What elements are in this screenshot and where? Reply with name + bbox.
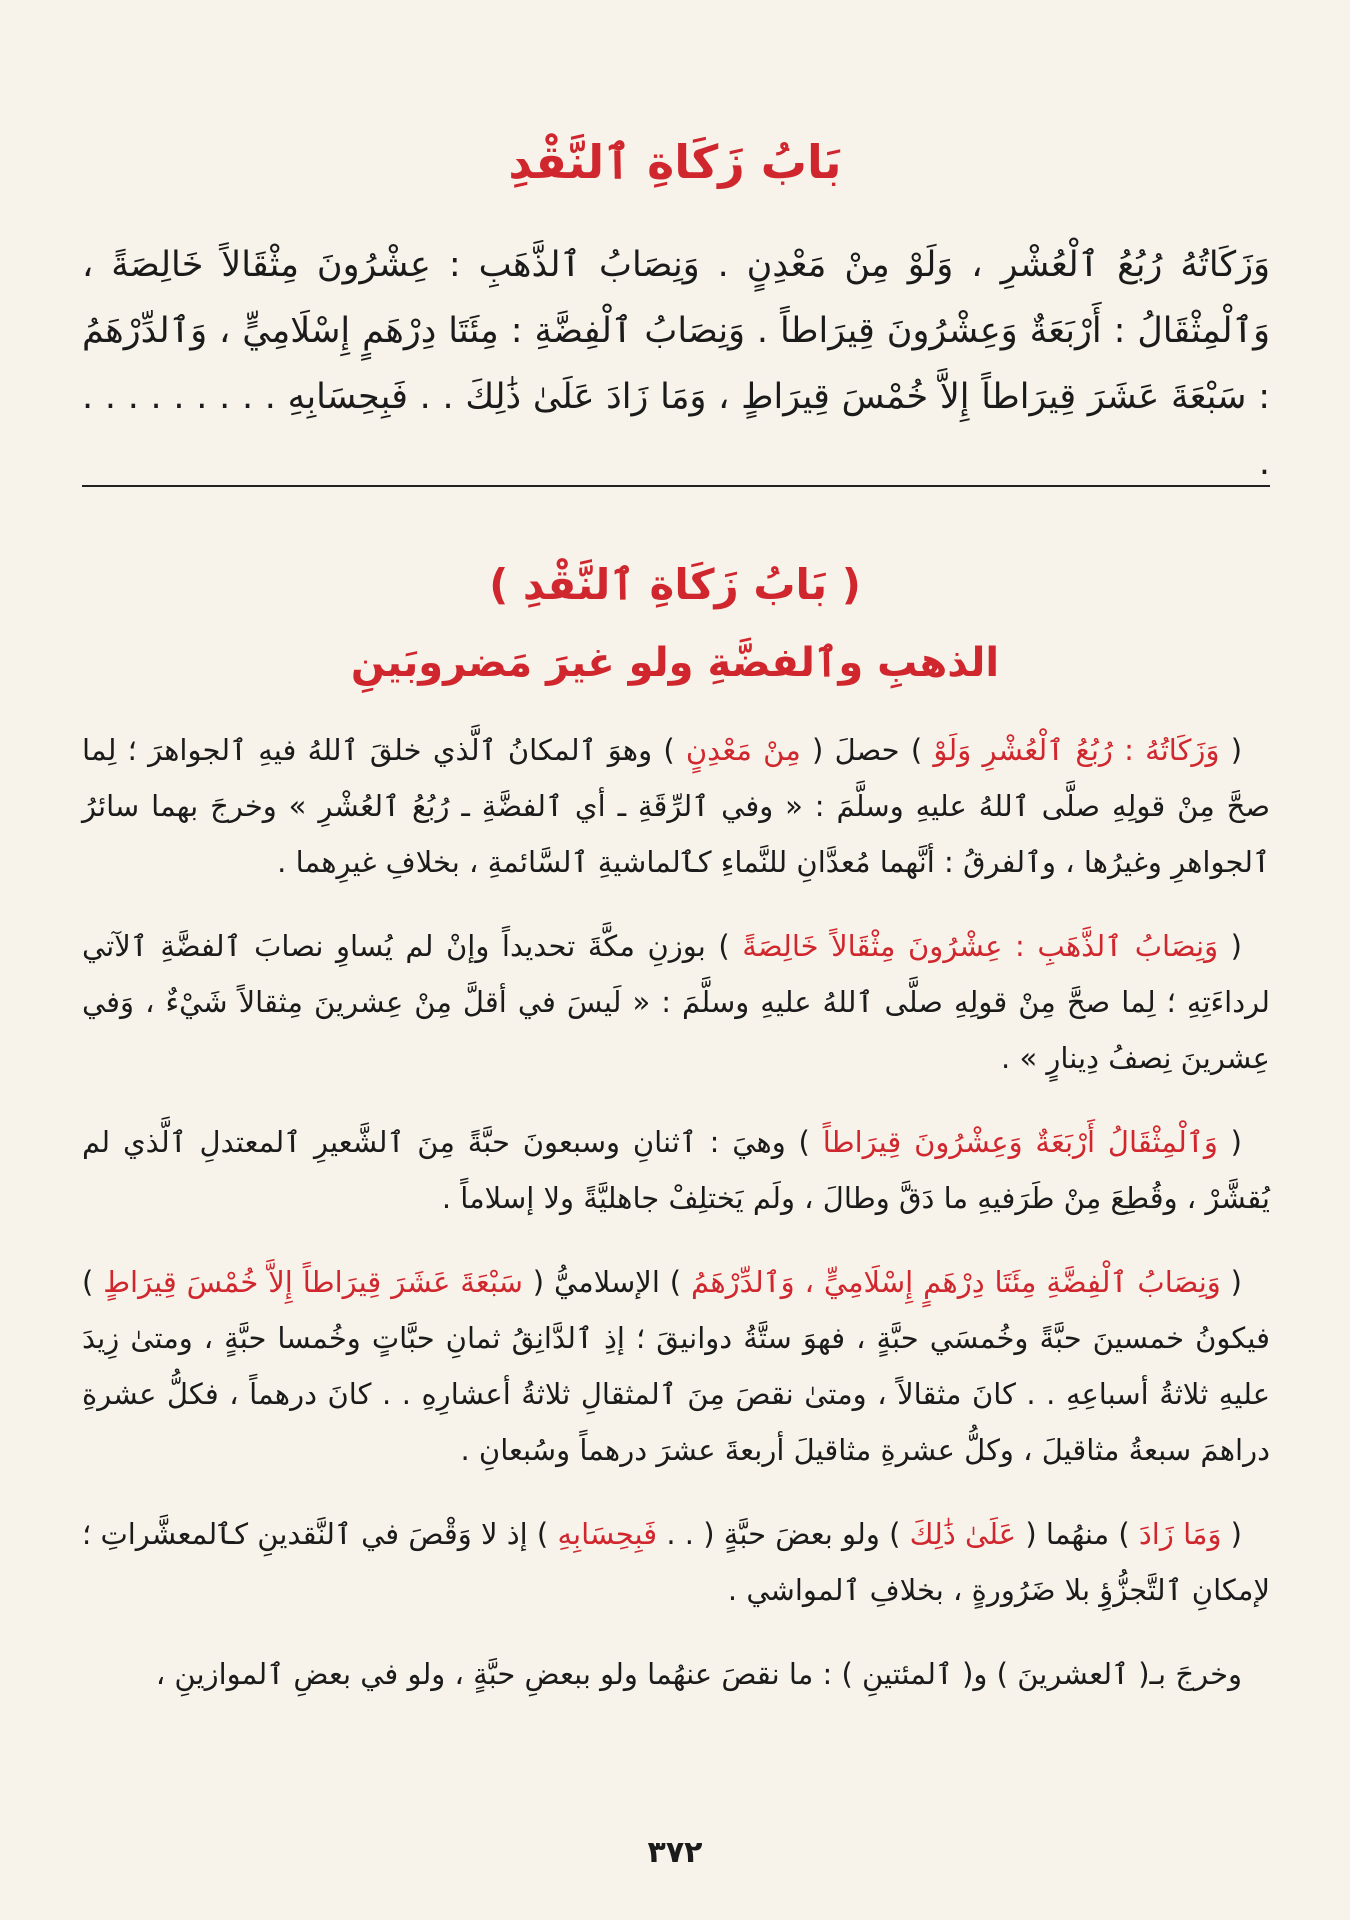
commentary-paragraph-6: وخرجَ بـ( ٱلعشرينَ ) و( ٱلمئتينِ ) : ما نقصَ عنهُما ولو ببعضِ حبَّةٍ ، ولو في بعضِ ٱلموازينِ ، [155,1657,1242,1691]
commentary-text: ) بوزنِ مكَّةَ تحديداً وإنْ لم يُساوِ نصابَ ٱلفضَّةِ ٱلآتي لرداءَتِهِ ؛ لِما صحَّ مِنْ قولِهِ صلَّى ٱللهُ عليهِ وسلَّمَ : « لَيسَ في أقلَّ مِنْ عِشرينَ مِثقالاً شَيْءٌ ، وَفي عِشرينَ نِصفُ دِينارٍ » . [82,929,1270,1075]
bracket-text: ( [1218,929,1242,963]
matn-quote: عَلَىٰ ذَٰلِكَ [909,1517,1017,1551]
matn-quote: وَمَا زَادَ [1138,1517,1222,1551]
page-number: ٣٧٢ [647,1835,703,1870]
matn-quote: وَنِصَابُ ٱلْفِضَّةِ مِئَتَا دِرْهَمٍ إِسْلَامِيٍّ ، وَٱلدِّرْهَمُ [691,1265,1221,1299]
commentary-paragraph-5 [82,1506,1270,1618]
bracket-text: ( [1221,1517,1242,1551]
commentary-text: ) الإسلاميُّ ( [522,1265,692,1299]
commentary-text: ) حصلَ ( [800,733,934,767]
matn-text: وَزَكَاتُهُ رُبُعُ ٱلْعُشْرِ ، وَلَوْ مِنْ مَعْدِنٍ . وَنِصَابُ ٱلذَّهَبِ : عِشْرُونَ مِثْقَالاً خَالِصَةً ، وَٱلْمِثْقَالُ : أَرْبَعَةٌ وَعِشْرُونَ قِيرَاطاً . وَنِصَابُ ٱلْفِضَّةِ : مِئَتَا دِرْهَمٍ إِسْلَامِيٍّ ، وَٱلدِّرْهَمُ : سَبْعَةَ عَشَرَ قِيرَاطاً إِلاَّ خُمْسَ قِيرَاطٍ ، وَمَا زَادَ عَلَىٰ ذَٰلِكَ . . فَبِحِسَابِهِ . . . . . . . . . . [82,245,1270,483]
bracket-text: ( [1220,1265,1243,1299]
matn-quote: مِنْ مَعْدِنٍ [685,733,801,767]
bracket-text: ( [1219,733,1243,767]
section-divider [82,485,1270,487]
commentary-text: ) وهوَ ٱلمكانُ ٱلَّذي خلقَ ٱللهُ فيهِ ٱلجواهرَ ؛ لِما صحَّ مِنْ قولِهِ صلَّى ٱللهُ عليهِ وسلَّمَ : « وفي ٱلرِّقَةِ ـ أي ٱلفضَّةِ ـ رُبُعُ ٱلعُشْرِ » وخرجَ بهما سائرُ ٱلجواهرِ وغيرُها ، وٱلفرقُ : أنَّهما مُعدَّانِ للنَّماءِ كٱلماشيةِ ٱلسَّائمةِ ، بخلافِ غيرِهما . [82,733,1270,879]
matn-text-block [82,232,1270,496]
commentary-paragraph-2 [82,918,1270,1086]
commentary-text: ) ولو بعضَ حبَّةٍ ( . . [657,1517,910,1551]
commentary-text: ) منهُما ( [1016,1517,1139,1551]
sharh-chapter-title: ( بَابُ زَكَاةِ ٱلنَّقْدِ ) [489,560,861,609]
matn-quote: وَٱلْمِثْقَالُ أَرْبَعَةٌ وَعِشْرُونَ قِيرَاطاً [822,1125,1218,1159]
commentary-paragraph-3 [82,1114,1270,1226]
commentary-text: ) إذ لا وَقْصَ في ٱلنَّقدينِ كٱلمعشَّراتِ ؛ لإمكانِ ٱلتَّجزُّؤِ بلا ضَرُورةٍ ، بخلافِ ٱلمواشي . [82,1517,1270,1607]
commentary-text: ) وهيَ : ٱثنانِ وسبعونَ حبَّةً مِنَ ٱلشَّعيرِ ٱلمعتدلِ ٱلَّذي لم يُقشَّرْ ، وقُطِعَ مِنْ طَرَفيهِ ما دَقَّ وطالَ ، ولَم يَختلِفْ جاهليَّةً ولا إسلاماً . [82,1125,1270,1215]
commentary-block [82,722,1270,1702]
matn-quote: فَبِحِسَابِهِ [557,1517,658,1551]
commentary-paragraph-1 [82,722,1270,890]
commentary-paragraph-4 [82,1254,1270,1478]
bracket-text: ( [1217,1125,1242,1159]
commentary-text: ) فيكونُ خمسينَ حبَّةً وخُمسَي حبَّةٍ ، فهوَ ستَّةُ دوانيقَ ؛ إذِ ٱلدَّانِقُ ثمانِ حبَّاتٍ وخُمسا حبَّةٍ ، ومتىٰ زِيدَ عليهِ ثلاثةُ أسباعِهِ . . كانَ مثقالاً ، ومتىٰ نقصَ مِنَ ٱلمثقالِ ثلاثةُ أعشارِهِ . . كانَ درهماً ، فكلُّ عشرةِ دراهمَ سبعةُ مثاقيلَ ، وكلُّ عشرةِ مثاقيلَ أربعةَ عشرَ درهماً وسُبعانِ . [82,1265,1270,1467]
matn-quote: سَبْعَةَ عَشَرَ قِيرَاطاً إِلاَّ خُمْسَ قِيرَاطٍ [103,1265,523,1299]
matn-quote: وَزَكَاتُهُ : رُبُعُ ٱلْعُشْرِ وَلَوْ [933,733,1220,767]
matn-quote: وَنِصَابُ ٱلذَّهَبِ : عِشْرُونَ مِثْقَالاً خَالِصَةً [742,929,1219,963]
matn-chapter-title: بَابُ زَكَاةِ ٱلنَّقْدِ [508,135,842,189]
sharh-subtitle: الذهبِ وٱلفضَّةِ ولو غيرَ مَضروبَينِ [350,640,1000,686]
